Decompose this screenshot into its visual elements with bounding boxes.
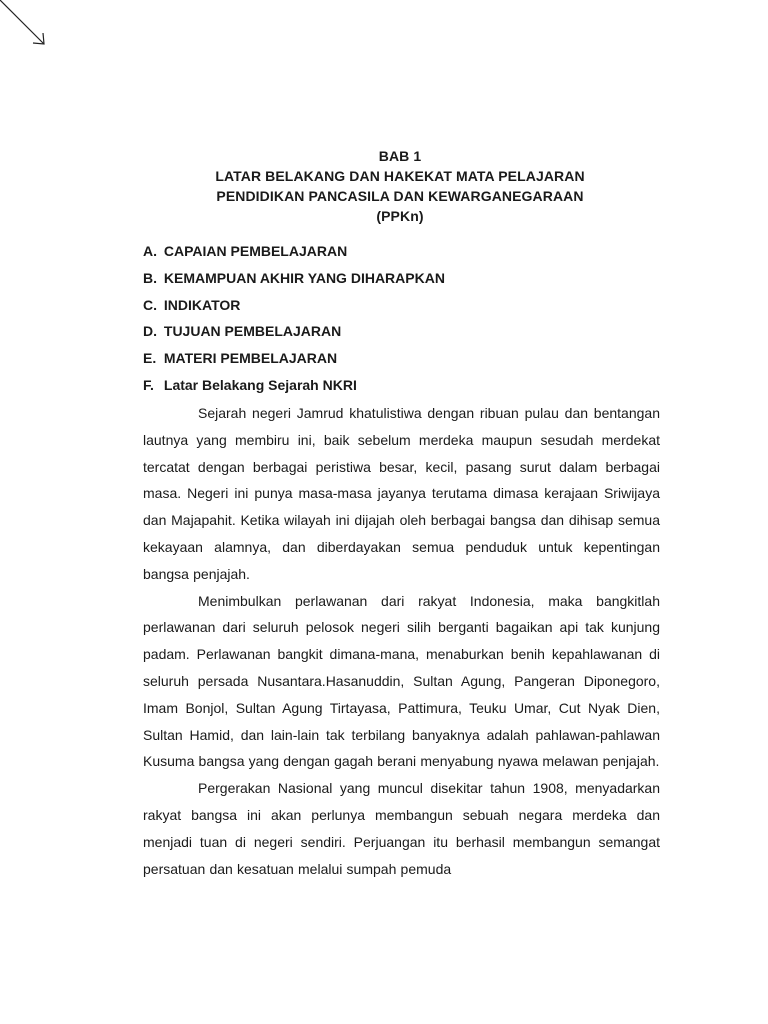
section-letter: F. bbox=[143, 376, 154, 393]
section-heading-b bbox=[143, 267, 663, 294]
section-heading-e bbox=[143, 347, 663, 374]
chapter-title bbox=[140, 146, 660, 226]
corner-arrow-icon bbox=[0, 0, 50, 50]
body-text bbox=[143, 400, 660, 882]
section-heading-text: CAPAIAN PEMBELAJARAN bbox=[163, 243, 348, 259]
section-heading-text: Latar Belakang Sejarah NKRI bbox=[163, 376, 357, 393]
section-heading-text: KEMAMPUAN AKHIR YANG DIHARAPKAN bbox=[163, 269, 445, 286]
section-letter: B. bbox=[143, 269, 157, 286]
paragraph: Sejarah negeri Jamrud khatulistiwa dengan ribuan pulau dan bentangan lautnya yang membiru ini, baik sebelum merdeka maupun sesudah merdekat tercatat dengan berbagai peristiwa besar, kecil, pasang surut dalam berbagai masa. Negeri ini punya masa-masa jayanya terutama dimasa kerajaan Sriwijaya dan Majapahit. Ketika wilayah ini dijajah oleh berbagai bangsa dan dihisap semua kekayaan alamnya, dan diberdayakan semua penduduk untuk kepentingan bangsa penjajah. bbox=[143, 405, 660, 582]
section-letter: C. bbox=[143, 296, 157, 313]
section-headings bbox=[143, 240, 663, 401]
paragraph: Pergerakan Nasional yang muncul disekitar tahun 1908, menyadarkan rakyat bangsa ini akan perlunya membangun sebuah negara merdeka dan menjadi tuan di negeri sendiri. Perjuangan itu berhasil membangun semangat persatuan dan kesatuan melalui sumpah pemuda bbox=[143, 780, 660, 877]
chapter-title-line: LATAR BELAKANG DAN HAKEKAT MATA PELAJARAN bbox=[215, 168, 585, 184]
paragraph: Menimbulkan perlawanan dari rakyat Indonesia, maka bangkitlah perlawanan dari seluruh pelosok negeri silih berganti bagaikan api tak kunjung padam. Perlawanan bangkit dimana-mana, menaburkan benih kepahlawanan di seluruh persada Nusantara.Hasanuddin, Sultan Agung, Pangeran Diponegoro, Imam Bonjol, Sultan Agung Tirtayasa, Pattimura, Teuku Umar, Cut Nyak Dien, Sultan Hamid, dan lain-lain tak terbilang banyaknya adalah pahlawan-pahlawan Kusuma bangsa yang dengan gagah berani menyabung nyawa melawan penjajah. bbox=[143, 592, 660, 770]
section-letter: D. bbox=[143, 323, 157, 340]
section-heading-a bbox=[143, 240, 663, 267]
section-letter: E. bbox=[143, 350, 157, 367]
section-heading-text: INDIKATOR bbox=[163, 296, 241, 313]
chapter-title-line: PENDIDIKAN PANCASILA DAN KEWARGANEGARAAN bbox=[216, 188, 584, 204]
chapter-title-line: (PPKn) bbox=[376, 208, 424, 224]
section-heading-c bbox=[143, 294, 663, 321]
section-heading-f bbox=[143, 374, 663, 401]
section-heading-d bbox=[143, 320, 663, 347]
section-heading-text: MATERI PEMBELAJARAN bbox=[163, 350, 338, 367]
section-heading-text: TUJUAN PEMBELAJARAN bbox=[163, 323, 342, 340]
section-letter: A. bbox=[143, 243, 157, 259]
chapter-number: BAB 1 bbox=[378, 148, 422, 164]
